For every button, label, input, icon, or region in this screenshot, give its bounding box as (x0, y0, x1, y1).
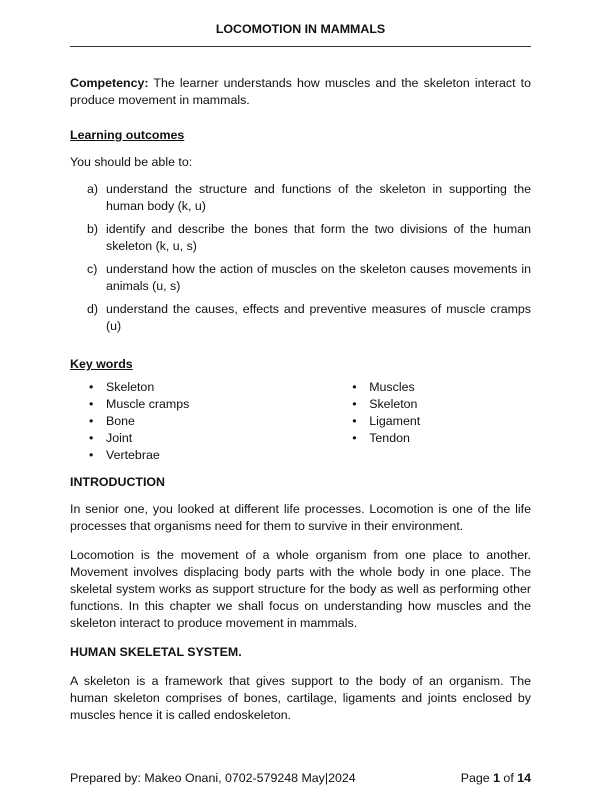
header-divider (70, 46, 531, 47)
learning-outcomes-intro: You should be able to: (70, 155, 193, 169)
outcome-marker: a) (87, 182, 99, 196)
page-footer (70, 770, 531, 787)
outcome-item (70, 301, 531, 335)
key-word-item: • Bone (89, 413, 352, 430)
key-word-item: • Muscles (352, 379, 531, 396)
outcome-text: understand how the action of muscles on the skeleton causes movements in animals (u, s) (106, 262, 531, 293)
outcome-marker: d) (87, 302, 99, 316)
learning-outcomes-heading: Learning outcomes (70, 128, 185, 142)
introduction-heading: INTRODUCTION (70, 475, 165, 489)
key-word-item: • Tendon (352, 430, 531, 447)
competency-paragraph (70, 75, 531, 109)
key-words-column-right (352, 379, 531, 464)
introduction-paragraph: In senior one, you looked at different life processes. Locomotion is one of the life processes that organisms need for them to survive in their environment. (70, 502, 531, 533)
key-words-column-left (70, 379, 352, 464)
skeletal-system-paragraph: A skeleton is a framework that gives support to the body of an organism. The human skeleton comprises of bones, cartilage, ligaments and joints enclosed by muscles hence it is called endoskeleton. (70, 674, 531, 722)
key-words-heading: Key words (70, 357, 133, 371)
page-of: of (499, 771, 518, 785)
outcome-item (70, 261, 531, 295)
outcome-marker: c) (87, 262, 98, 276)
page-number (461, 770, 531, 787)
outcome-item (70, 181, 531, 215)
key-words-list (70, 379, 531, 464)
outcome-text: identify and describe the bones that form the two divisions of the human skeleton (k, u, s) (106, 222, 531, 253)
page-prefix: Page (460, 771, 494, 785)
page-current: 1 (493, 771, 500, 785)
key-word-item: • Vertebrae (89, 447, 352, 464)
key-word-item: • Skeleton (89, 379, 352, 396)
key-word-item: • Skeleton (352, 396, 531, 413)
page-title: LOCOMOTION IN MAMMALS (215, 22, 386, 36)
page-total: 14 (517, 771, 531, 785)
introduction-paragraph: Locomotion is the movement of a whole organism from one place to another. Movement involves displacing body parts with the whole body in one place. The skeletal system works as support structure for the body as well as performing other functions. In this chapter we shall focus on understanding how muscles and the skeleton interact to produce movement in mammals. (70, 548, 531, 630)
outcome-marker: b) (87, 222, 99, 236)
competency-text: The learner understands how muscles and the skeleton interact to produce movement in mammals. (70, 76, 531, 107)
key-word-item: • Ligament (352, 413, 531, 430)
learning-outcomes-list (70, 181, 531, 335)
skeletal-system-heading: HUMAN SKELETAL SYSTEM. (70, 645, 242, 659)
competency-label: Competency: (70, 76, 149, 90)
outcome-text: understand the structure and functions of the skeleton in supporting the human body (k, u) (106, 182, 531, 213)
outcome-item (70, 221, 531, 255)
outcome-text: understand the causes, effects and preventive measures of muscle cramps (u) (106, 302, 531, 333)
footer-prepared-by: Prepared by: Makeo Onani, 0702-579248 May|2024 (70, 771, 356, 785)
key-word-item: • Muscle cramps (89, 396, 352, 413)
document-body (70, 75, 531, 724)
key-word-item: • Joint (89, 430, 352, 447)
